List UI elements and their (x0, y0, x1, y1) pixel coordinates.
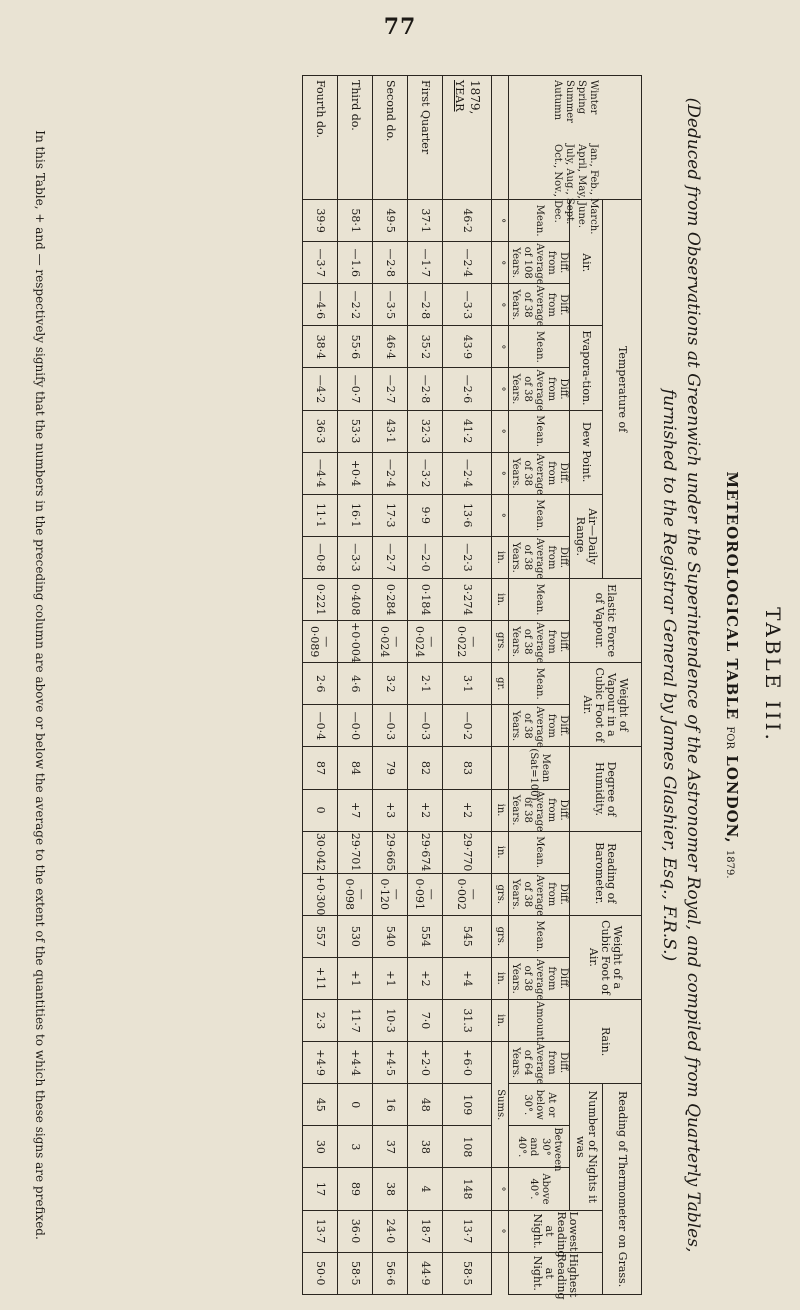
table-row (303, 76, 338, 1295)
table-cell: 30·042 (303, 831, 338, 873)
table-cell: 37 (373, 1126, 408, 1168)
title-for: FOR (724, 726, 735, 750)
table-cell: 2·1 (408, 663, 443, 705)
table-cell: 29·770 (443, 831, 492, 873)
col-baro-mean: Mean. (509, 831, 570, 873)
header-evaporation: Evapora-tion. (570, 326, 603, 410)
table-cell: 45 (303, 1084, 338, 1126)
col-vapour-mean: Mean. (509, 663, 570, 705)
table-cell: 32·3 (408, 410, 443, 452)
table-cell: +2 (408, 789, 443, 831)
table-cell: —0·002 (443, 873, 492, 915)
table-cell: 31.3 (443, 1000, 492, 1042)
table-cell: —4·6 (303, 284, 338, 326)
table-cell: +4·4 (338, 1042, 373, 1084)
col-range-mean: Mean. (509, 494, 570, 536)
table-row (443, 76, 492, 1295)
header-temperature: Temperature of (603, 200, 642, 579)
col-air-mean: Mean. (509, 200, 570, 242)
subtitle-line-2: furnished to the Registrar General by James Glashier, Esq., F.R.S.) (659, 388, 679, 962)
table-cell: 7·0 (408, 1000, 443, 1042)
table-cell: 13·6 (443, 494, 492, 536)
col-elastic-mean: Mean. (509, 579, 570, 621)
col-humidity-diff38: Diff. from Average of 38 Years. (510, 790, 569, 832)
table-cell: 0 (338, 1084, 373, 1126)
table-cell: 44·9 (408, 1252, 443, 1294)
row-label (443, 76, 492, 200)
table-cell: 53·3 (338, 410, 373, 452)
table-cell: —1·7 (408, 242, 443, 284)
table-cell: 29·674 (408, 831, 443, 873)
col-evap-diff38: Diff. from Average of 38 Years. (510, 369, 569, 411)
table-cell: 35·2 (408, 326, 443, 368)
table-cell: +4·9 (303, 1042, 338, 1084)
table-cell: 11·7 (338, 1000, 373, 1042)
col-humidity-mean: Mean (Sat=100). (509, 747, 570, 789)
table-cell: +6·0 (443, 1042, 492, 1084)
table-cell: 3·1 (443, 663, 492, 705)
season-spring: SpringApril, May, June. (576, 80, 587, 229)
table-cell: 9·9 (408, 494, 443, 536)
unit-cell: in. (492, 831, 509, 873)
table-row (408, 76, 443, 1295)
subtitle-line-1: (Deduced from Observations at Greenwich under the Superintendence of the Astronomer Royal, and compiled from Quarterly Tables, (683, 97, 703, 1253)
table-cell: +0·004 (338, 621, 373, 663)
table-cell: —3·3 (443, 284, 492, 326)
unit-cell: ° (492, 200, 509, 242)
col-nights-between: Between 30° and 40°. (509, 1126, 570, 1168)
meteorological-table (302, 75, 642, 1300)
table-cell: —0·120 (373, 873, 408, 915)
table-cell: 43·9 (443, 326, 492, 368)
rotated-table-page (25, 55, 785, 1300)
table-cell: +4 (443, 957, 492, 999)
table-cell: 39·9 (303, 200, 338, 242)
table-cell: —2·8 (408, 368, 443, 410)
season-autumn: AutumnOct., Nov., Dec. (552, 80, 563, 223)
table-cell: 4 (408, 1168, 443, 1210)
table-cell: —0·022 (443, 621, 492, 663)
table-cell: 148 (443, 1168, 492, 1210)
table-cell: 0·284 (373, 579, 408, 621)
table-cell: —0·2 (443, 705, 492, 747)
table-cell: 16·1 (338, 494, 373, 536)
season-summer: SummerJuly, Aug., Sept. (564, 80, 575, 225)
main-title (723, 55, 741, 1295)
table-cell: —4·4 (303, 452, 338, 494)
table-cell: 0·221 (303, 579, 338, 621)
row-label-text: YEAR (453, 80, 466, 112)
table-cell: 109 (443, 1084, 492, 1126)
col-dew-diff38: Diff. from Average of 38 Years. (510, 453, 569, 496)
unit-cell: ° (492, 368, 509, 410)
title-year: 1879. (724, 849, 735, 879)
table-cell: 38 (408, 1126, 443, 1168)
title-place: LONDON, (723, 755, 741, 844)
table-cell: —0·089 (303, 621, 338, 663)
table-cell: +3 (373, 789, 408, 831)
table-cell: 41·2 (443, 410, 492, 452)
table-cell: 82 (408, 747, 443, 789)
row-label: Fourth do. (303, 76, 338, 200)
col-evap-mean: Mean. (509, 326, 570, 368)
table-cell: 4·6 (338, 663, 373, 705)
col-elastic-diff38: Diff. from Average of 38 Years. (510, 622, 569, 664)
table-cell: 89 (338, 1168, 373, 1210)
table-cell: 3 (338, 1126, 373, 1168)
table-cell: +4·5 (373, 1042, 408, 1084)
table-cell: 10·3 (373, 1000, 408, 1042)
table-cell: —2·3 (443, 536, 492, 578)
table-cell: —0·098 (338, 873, 373, 915)
unit-cell: ° (492, 284, 509, 326)
table-cell: 13·7 (443, 1210, 492, 1252)
table-cell: +0·4 (338, 452, 373, 494)
col-range-diff38: Diff. from Average of 38 Years. (510, 537, 569, 580)
table-cell: +1 (338, 957, 373, 999)
header-thermometer-grass: Reading of Thermometer on Grass. (603, 1084, 642, 1295)
table-cell: 2·6 (303, 663, 338, 705)
col-rain-diff64: Diff. from Average of 64 Years. (510, 1043, 569, 1085)
row-label: Third do. (338, 76, 373, 200)
table-cell: —3·5 (373, 284, 408, 326)
table-cell: 46·4 (373, 326, 408, 368)
col-airweight-diff38: Diff. from Average of 38 Years. (510, 958, 569, 1001)
unit-cell: in. (492, 957, 509, 999)
col-air-diff108: Diff. from Average of 108 Years. (510, 243, 569, 285)
table-cell: 58·1 (338, 200, 373, 242)
table-cell: —2·6 (443, 368, 492, 410)
table-cell: 36·0 (338, 1210, 373, 1252)
table-cell: 38·4 (303, 326, 338, 368)
table-cell: 37·1 (408, 200, 443, 242)
table-cell: 50·0 (303, 1252, 338, 1294)
unit-cell: grs. (492, 915, 509, 957)
table-cell: +2·0 (408, 1042, 443, 1084)
table-cell: —2·7 (373, 368, 408, 410)
table-cell: 557 (303, 915, 338, 957)
table-cell: 18·7 (408, 1210, 443, 1252)
unit-cell: ° (492, 1168, 509, 1210)
unit-cell: ° (492, 452, 509, 494)
table-cell: 3·274 (443, 579, 492, 621)
col-rain-amount: Amount. (509, 1000, 570, 1042)
table-cell: —3·7 (303, 242, 338, 284)
table-cell: —2·2 (338, 284, 373, 326)
table-cell: 46·2 (443, 200, 492, 242)
table-row (338, 76, 373, 1295)
table-cell: 17 (303, 1168, 338, 1210)
col-vapour-diff38: Diff. from Average of 38 Years. (510, 706, 569, 748)
table-cell: —2·4 (373, 452, 408, 494)
table-cell: 2·3 (303, 1000, 338, 1042)
row-label: Second do. (373, 76, 408, 200)
table-cell: 29·701 (338, 831, 373, 873)
subtitle (657, 95, 705, 1255)
table-cell: 0·408 (338, 579, 373, 621)
table-cell: 30 (303, 1126, 338, 1168)
table-cell: 108 (443, 1126, 492, 1168)
table-cell: 58·5 (443, 1252, 492, 1294)
table-cell: 24·0 (373, 1210, 408, 1252)
table-cell: +2 (408, 957, 443, 999)
table-cell: 16 (373, 1084, 408, 1126)
year-label: 1879, (468, 80, 482, 115)
unit-cell: Sums. (492, 1042, 509, 1168)
row-label: First Quarter (408, 76, 443, 200)
header-air-daily-range: Air—Daily Range. (570, 494, 603, 578)
units-label-cell (492, 76, 509, 200)
header-barometer: Reading of Barometer. (570, 831, 642, 915)
table-cell: 540 (373, 915, 408, 957)
table-cell: 0·184 (408, 579, 443, 621)
table-cell: —0·0 (338, 705, 373, 747)
table-cell: —4·2 (303, 368, 338, 410)
table-cell: 38 (373, 1168, 408, 1210)
unit-cell: in. (492, 579, 509, 621)
table-label: TABLE III. (761, 607, 785, 743)
table-cell: —0·3 (408, 705, 443, 747)
unit-cell: gr. (492, 663, 509, 705)
header-dew-point: Dew Point. (570, 410, 603, 494)
unit-cell: grs. (492, 873, 509, 915)
table-cell: —0·091 (408, 873, 443, 915)
col-nights-above40: Above 40°. (509, 1168, 570, 1210)
header-lowest-night: Lowest Reading at Night. (509, 1210, 603, 1252)
table-cell: —0·024 (373, 621, 408, 663)
table-cell: 87 (303, 747, 338, 789)
table-cell: 554 (408, 915, 443, 957)
table-cell: 84 (338, 747, 373, 789)
table-cell: 11·1 (303, 494, 338, 536)
table-cell: 530 (338, 915, 373, 957)
header-elastic-force: Elastic Force of Vapour. (570, 579, 642, 663)
table-cell: —1.6 (338, 242, 373, 284)
col-baro-diff38: Diff. from Average of 38 Years. (510, 874, 569, 917)
header-rain: Rain. (570, 1000, 642, 1084)
table-cell: —0·024 (408, 621, 443, 663)
header-row-columns (509, 76, 570, 1295)
table-cell: 3·2 (373, 663, 408, 705)
table-cell: 79 (373, 747, 408, 789)
unit-cell: in. (492, 536, 509, 578)
col-airweight-mean: Mean. (509, 915, 570, 957)
unit-cell: ° (492, 494, 509, 536)
unit-cell: in. (492, 789, 509, 831)
table-cell: 17·3 (373, 494, 408, 536)
table-cell: —0·3 (373, 705, 408, 747)
table-cell: —0·7 (338, 368, 373, 410)
table-cell: 36·3 (303, 410, 338, 452)
col-nights-below30: At or below 30°. (509, 1084, 570, 1126)
table-cell: 0 (303, 789, 338, 831)
table-cell: 13·7 (303, 1210, 338, 1252)
table-cell: —2·8 (408, 284, 443, 326)
unit-cell: ° (492, 410, 509, 452)
page-number: 77 (383, 14, 417, 40)
unit-cell: ° (492, 326, 509, 368)
table-cell: 49·5 (373, 200, 408, 242)
table-cell: —2·8 (373, 242, 408, 284)
table-cell: 58·5 (338, 1252, 373, 1294)
table-cell: 55·6 (338, 326, 373, 368)
table-cell: —3·2 (408, 452, 443, 494)
table-cell: 56·6 (373, 1252, 408, 1294)
header-row-groups (603, 76, 642, 1295)
table-cell: +2 (443, 789, 492, 831)
season-winter: WinterJan., Feb., March. (588, 80, 599, 235)
table-cell: +11 (303, 957, 338, 999)
table-cell: —3·3 (338, 536, 373, 578)
unit-cell (492, 747, 509, 789)
table-cell: 29·665 (373, 831, 408, 873)
table-cell: —2·7 (373, 536, 408, 578)
unit-cell: ° (492, 242, 509, 284)
table-row (373, 76, 408, 1295)
table-cell: —2·0 (408, 536, 443, 578)
table-cell: 43·1 (373, 410, 408, 452)
table-cell: 48 (408, 1084, 443, 1126)
table-cell: +1 (373, 957, 408, 999)
table-cell: 545 (443, 915, 492, 957)
table-cell: —2·4 (443, 452, 492, 494)
unit-cell: grs. (492, 621, 509, 663)
header-nights-number: Number of Nights it was (570, 1084, 603, 1210)
header-weight-vapour: Weight of Vapour in a Cubic Foot of Air. (570, 663, 642, 747)
table-cell: —2·4 (443, 242, 492, 284)
col-air-diff38: Diff. from Average of 38 Years. (510, 285, 569, 327)
col-dew-mean: Mean. (509, 410, 570, 452)
table-cell: —0·4 (303, 705, 338, 747)
table-cell: +0·300 (303, 873, 338, 915)
table-cell: +7 (338, 789, 373, 831)
header-weight-air: Weight of a Cubic Foot of Air. (570, 915, 642, 999)
unit-cell: in. (492, 1000, 509, 1042)
unit-cell (492, 705, 509, 747)
footnote: In this Table, + and — respectively signify that the numbers in the preceding column are above or below the average to the extent of the quantities to which these signs are prefixed. (33, 130, 47, 1240)
table-cell: —0·8 (303, 536, 338, 578)
units-row (492, 76, 509, 1295)
unit-cell: ° (492, 1210, 509, 1252)
main-title-text: METEOROLOGICAL TABLE (723, 471, 741, 721)
header-highest-night: Highest Reading at Night. (509, 1252, 603, 1294)
header-humidity: Degree of Humidity. (570, 747, 642, 831)
header-air: Air. (570, 200, 603, 326)
table-cell: 83 (443, 747, 492, 789)
